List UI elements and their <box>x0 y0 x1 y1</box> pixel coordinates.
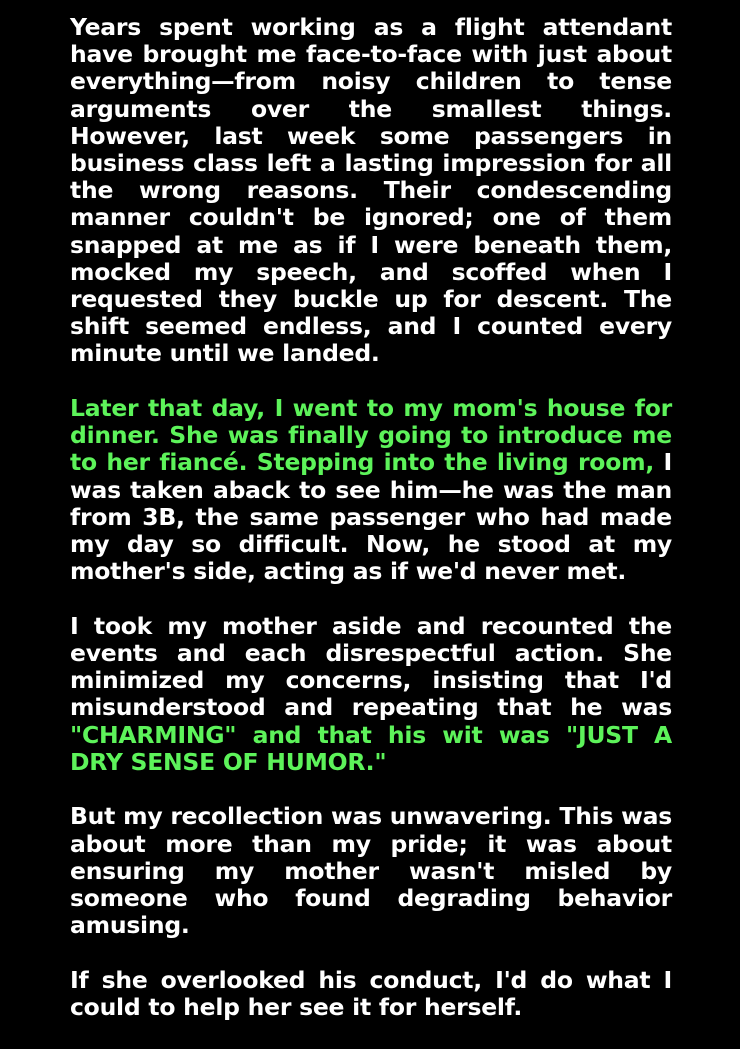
paragraph-recollection <box>70 803 672 939</box>
paragraph-mother-conversation <box>70 613 672 776</box>
highlighted-text: "CHARMING" and that his wit was "JUST A DRY SENSE OF HUMOR." <box>70 720 672 776</box>
story-text <box>70 14 672 1049</box>
paragraph-text: But my recollection was unwavering. This was about more than my pride; it was about ensuring my mother wasn't misled by someone who found degrading behavior amusing. <box>70 802 672 940</box>
highlighted-text: Later that day, I went to my mom's house for dinner. She was finally going to introduce me to her fiancé. Stepping into the living room, <box>70 394 672 477</box>
paragraph-dinner <box>70 395 672 585</box>
paragraph-text: I took my mother aside and recounted the events and each disrespectful action. She minimized my concerns, insisting that I'd misunderstood and repeating that he was <box>70 611 672 722</box>
paragraph-resolution <box>70 967 672 1021</box>
paragraph-flight-attendant <box>70 14 672 368</box>
paragraph-text: If she overlooked his conduct, I'd do what I could to help her see it for herself. <box>70 965 672 1022</box>
paragraph-text: I was taken aback to see him—he was the man from 3B, the same passenger who had made my day so difficult. Now, he stood at my mother's side, acting as if we'd never met. <box>70 448 672 586</box>
paragraph-text: Years spent working as a flight attendant have brought me face-to-face with just about everything—from noisy children to tense arguments over the smallest things. However, last week some passengers in business class left a lasting impression for all the wrong reasons. Their condescending manner couldn't be ignored; one of them snapped at me as if I were beneath them, mocked my speech, and scoffed when I requested they buckle up for descent. The shift seemed endless, and I counted every minute until we landed. <box>70 13 672 368</box>
